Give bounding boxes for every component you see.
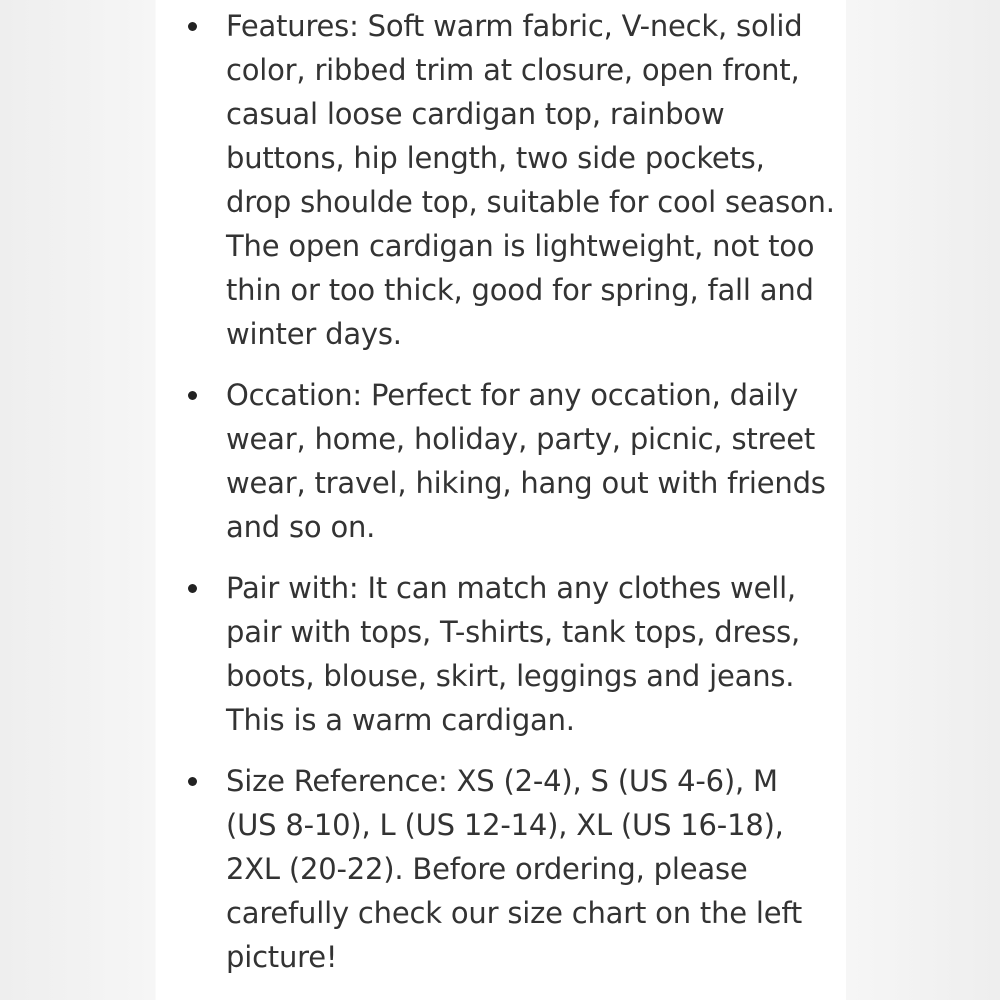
list-item bbox=[226, 373, 836, 549]
bullet-icon bbox=[188, 584, 197, 593]
bullet-icon bbox=[188, 391, 197, 400]
product-details-panel bbox=[156, 0, 846, 1000]
list-item bbox=[226, 4, 836, 356]
bullet-text-features: Features: Soft warm fabric, V-neck, solid color, ribbed trim at closure, open front, casual loose cardigan top, rainbow buttons, hip length, two side pockets, drop shoulde top, suitable for cool season. The open cardigan is lightweight, not too thin or too thick, good for spring, fall and winter days. bbox=[226, 9, 835, 351]
list-item bbox=[226, 566, 836, 742]
bullet-text-occasion: Occation: Perfect for any occation, daily wear, home, holiday, party, picnic, street wear, travel, hiking, hang out with friends and so on. bbox=[226, 378, 826, 544]
bullet-text-pair-with: Pair with: It can match any clothes well, pair with tops, T-shirts, tank tops, dress, boots, blouse, skirt, leggings and jeans. This is a warm cardigan. bbox=[226, 571, 801, 737]
bullet-text-size-reference: Size Reference: XS (2-4), S (US 4-6), M (US 8-10), L (US 12-14), XL (US 16-18), 2XL (20-22). Before ordering, please carefully check our size chart on the left picture! bbox=[226, 764, 803, 974]
bullet-icon bbox=[188, 22, 197, 31]
list-item bbox=[226, 759, 836, 979]
bullet-icon bbox=[188, 777, 197, 786]
feature-bullet-list bbox=[226, 4, 836, 996]
